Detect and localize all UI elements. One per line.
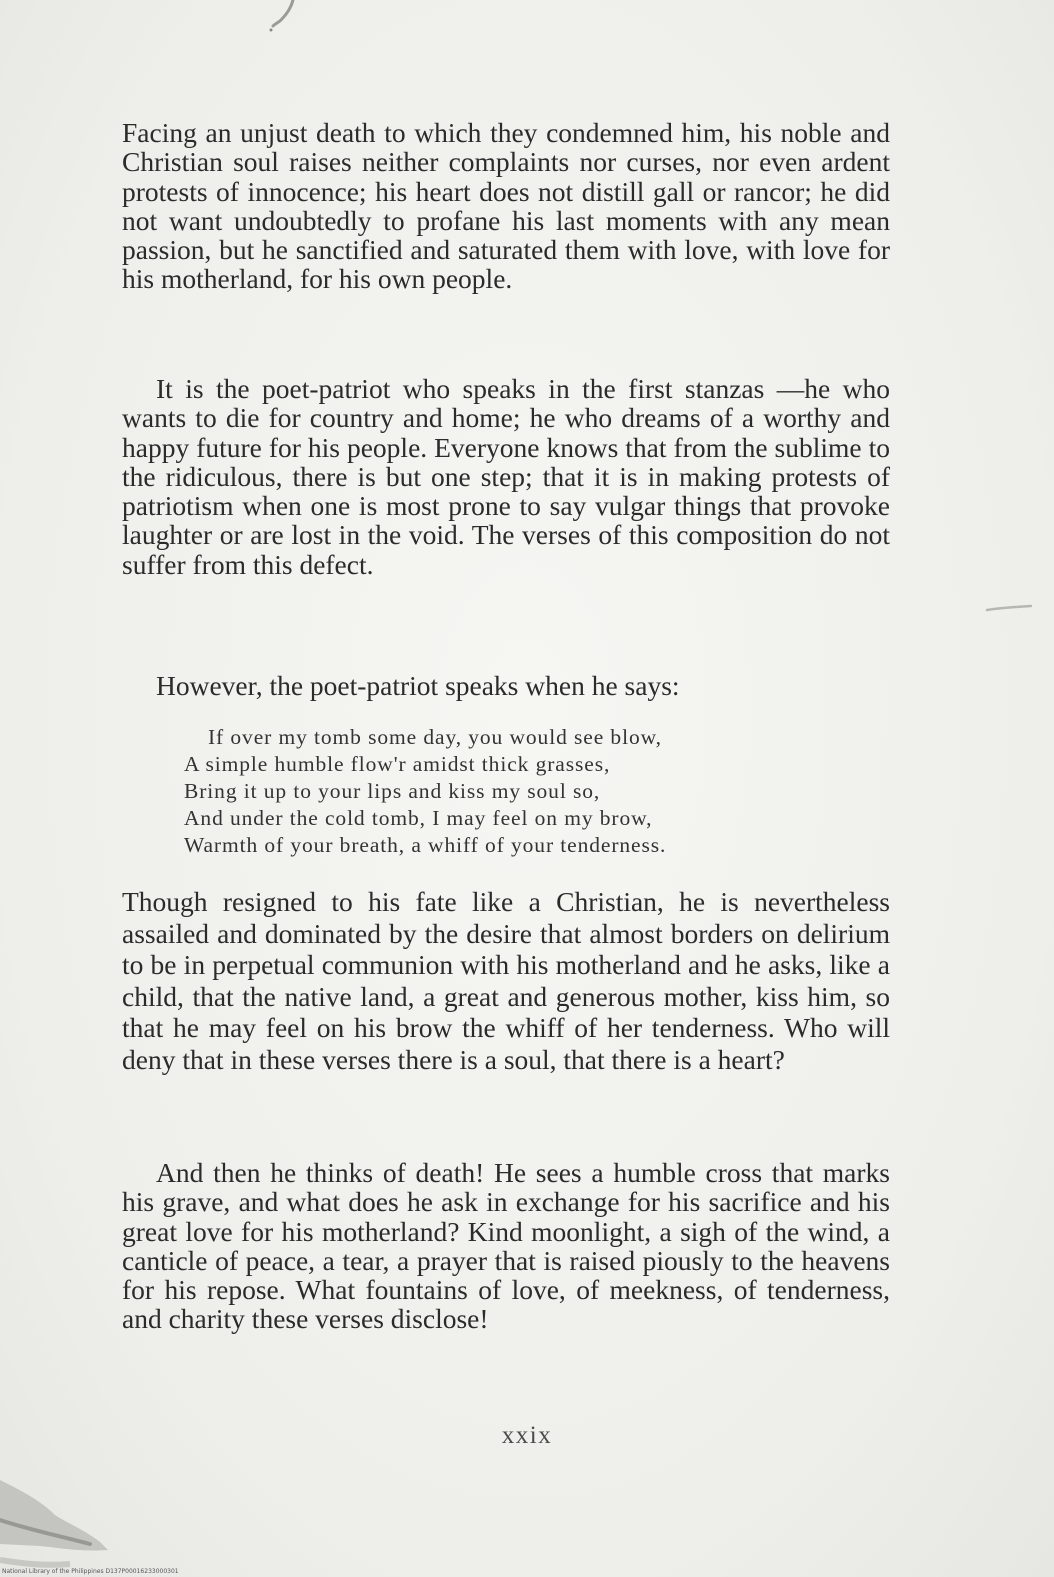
poem-line: Warmth of your breath, a whiff of your tenderness. xyxy=(184,833,667,857)
poem-line: A simple humble flow'r amidst thick grasses, xyxy=(184,752,611,776)
poem-line: And under the cold tomb, I may feel on my brow, xyxy=(184,806,653,830)
paragraph-2: It is the poet-patriot who speaks in the first stanzas —he who wants to die for country and home; he who dreams of a worthy and happy future for his people. Everyone knows that from the sublime to the ridiculous, there is but one step; that it is in making protests of patriotism when one is most prone to say vulgar things that provoke laughter or are lost in the void. The verses of this composition do not suffer from this defect. xyxy=(122,373,890,580)
paragraph-4: Though resigned to his fate like a Christian, he is nevertheless assailed and dominated by the desire that almost borders on delirium to be in perpetual communion with his motherland and he asks, like a child, that the native land, a great and generous mother, kiss him, so that he may feel on his brow the whiff of her tenderness. Who will deny that in these verses there is a soul, that there is a heart? xyxy=(122,886,890,1075)
paragraph-5: And then he thinks of death! He sees a humble cross that marks his grave, and what does he ask in exchange for his sacrifice and his great love for his motherland? Kind moonlight, a sigh of the wind, a canticle of peace, a tear, a prayer that is raised piously to the heavens for his repose. What fountains of love, of meekness, of tenderness, and charity these verses disclose! xyxy=(122,1157,890,1335)
scan-smudge-bottom-left xyxy=(0,1460,120,1577)
poem-line: Bring it up to your lips and kiss my soul so, xyxy=(184,779,601,803)
poem-stanza xyxy=(184,724,844,859)
paragraph-1: Facing an unjust death to which they condemned him, his noble and Christian soul raises neither complaints nor curses, nor even ardent protests of innocence; his heart does not distill gall or rancor; he did not want undoubtedly to profane his last moments with any mean passion, but he sanctified and saturated them with love, with love for his motherland, for his own people. xyxy=(122,117,890,295)
page-number: xxix xyxy=(501,1422,553,1449)
scan-smudge-right xyxy=(985,598,1035,618)
footer-caption: National Library of the Philippines D137P00016233000301 xyxy=(2,1568,179,1575)
scan-smudge-top xyxy=(255,0,315,40)
poem-line: If over my tomb some day, you would see blow, xyxy=(208,725,662,749)
paragraph-3: However, the poet-patriot speaks when he says: xyxy=(156,670,680,701)
